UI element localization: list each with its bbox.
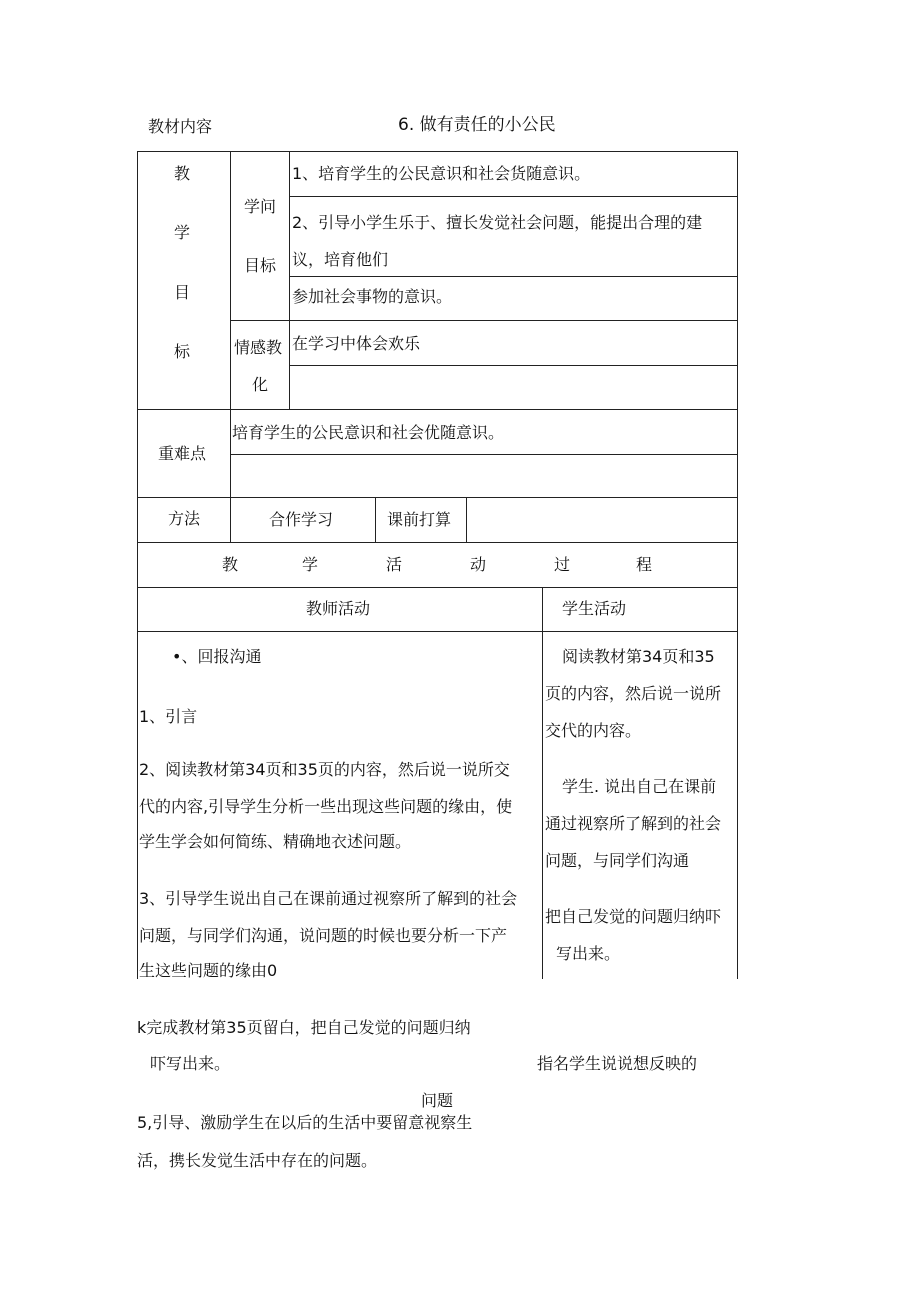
- teacher-line: •、回报沟通: [172, 647, 262, 666]
- knowledge-goal-3: 参加社会事物的意识。: [292, 287, 453, 306]
- student-line: 学生. 说出自己在课前: [562, 777, 717, 796]
- goals-char-4: 标: [174, 342, 191, 361]
- knowledge-goal-2-line1: 2、引导小学生乐于、擅长发觉社会问题，能提出合理的建: [292, 213, 703, 232]
- step-4-line1: k完成教材第35页留白，把自己发觉的问题归纳: [137, 1018, 471, 1037]
- row-line-method-end: [137, 542, 738, 543]
- step-4-line2: 吓写出来。: [150, 1054, 231, 1073]
- process-char-3: 活: [386, 555, 403, 574]
- col-line-sub: [289, 151, 290, 409]
- student-line: 问题，与同学们沟通: [545, 851, 690, 870]
- teacher-line: 代的内容,引导学生分析一些出现这些问题的缘由，使: [139, 797, 513, 816]
- student-line: 把自己发觉的问题归纳吓: [545, 907, 722, 926]
- row-line-goals-mid: [230, 320, 738, 321]
- process-char-2: 学: [302, 555, 319, 574]
- process-char-4: 动: [470, 555, 487, 574]
- student-line: 阅读教材第34页和35: [562, 647, 715, 666]
- table-top-border: [137, 151, 738, 152]
- knowledge-goal-1: 1、培育学生的公民意识和社会货随意识。: [292, 164, 591, 183]
- teacher-line: 学生学会如何简练、精确地衣述问题。: [139, 832, 412, 851]
- row-line-header-end: [137, 631, 738, 632]
- student-line: 交代的内容。: [545, 721, 642, 740]
- student-line: 通过视察所了解到的社会: [545, 814, 722, 833]
- row-line-k1: [289, 196, 738, 197]
- knowledge-label-2: 目标: [244, 256, 277, 275]
- row-line-process-end: [137, 587, 738, 588]
- goals-char-1: 教: [174, 164, 191, 183]
- process-char-5: 过: [554, 555, 571, 574]
- emotion-label-2: 化: [252, 375, 269, 394]
- knowledge-goal-2-line2: 议，培育他们: [292, 250, 389, 269]
- key-points-text: 培育学生的公民意识和社会优随意识。: [232, 423, 505, 442]
- student-line: 写出来。: [556, 944, 621, 963]
- col-line-method-planval: [466, 497, 467, 542]
- student-line: 页的内容，然后说一说所: [545, 684, 722, 703]
- method-value: 合作学习: [269, 510, 334, 529]
- method-label: 方法: [168, 509, 201, 528]
- row-line-k2: [289, 276, 738, 277]
- col-line-key: [230, 409, 231, 542]
- row-line-goals-end: [137, 409, 738, 410]
- plan-label: 课前打算: [387, 510, 452, 529]
- emotion-goal-1: 在学习中体会欢乐: [292, 334, 421, 353]
- teacher-line: 问题，与同学们沟通，说问题的时候也要分析一下产: [139, 926, 508, 945]
- goals-char-2: 学: [174, 223, 191, 242]
- header-label: 教材内容: [148, 117, 213, 136]
- col-line-method-plan: [375, 497, 376, 542]
- teacher-line: 2、阅读教材第34页和35页的内容，然后说一说所交: [139, 760, 510, 779]
- table-left-border: [137, 151, 138, 979]
- student-note-line1: 指名学生说说想反映的: [537, 1054, 698, 1073]
- process-char-1: 教: [222, 555, 239, 574]
- step-5-line2: 活，携长发觉生活中存在的问题。: [137, 1151, 378, 1170]
- knowledge-label-1: 学问: [244, 197, 277, 216]
- student-note-line2: 问题: [421, 1091, 454, 1110]
- row-line-key-mid: [230, 454, 738, 455]
- col-line-activity: [542, 587, 543, 979]
- teacher-line: 生这些问题的缘由0: [139, 961, 278, 980]
- teacher-line: 3、引导学生说出自己在课前通过视察所了解到的社会: [139, 889, 518, 908]
- col-line-goals: [230, 151, 231, 409]
- step-5-line1: 5,引导、激励学生在以后的生活中要留意视察生: [137, 1113, 473, 1132]
- row-line-key-end: [137, 497, 738, 498]
- goals-char-3: 目: [174, 283, 191, 302]
- table-right-border: [737, 151, 738, 979]
- process-char-6: 程: [636, 555, 653, 574]
- row-line-emotion: [289, 365, 738, 366]
- student-activity-header: 学生活动: [562, 599, 627, 618]
- page-title: 6. 做有责任的小公民: [398, 115, 556, 135]
- teacher-activity-header: 教师活动: [306, 599, 371, 618]
- emotion-label-1: 情感教: [234, 338, 283, 357]
- key-points-label: 重难点: [158, 444, 207, 463]
- teacher-line: 1、引言: [139, 707, 198, 726]
